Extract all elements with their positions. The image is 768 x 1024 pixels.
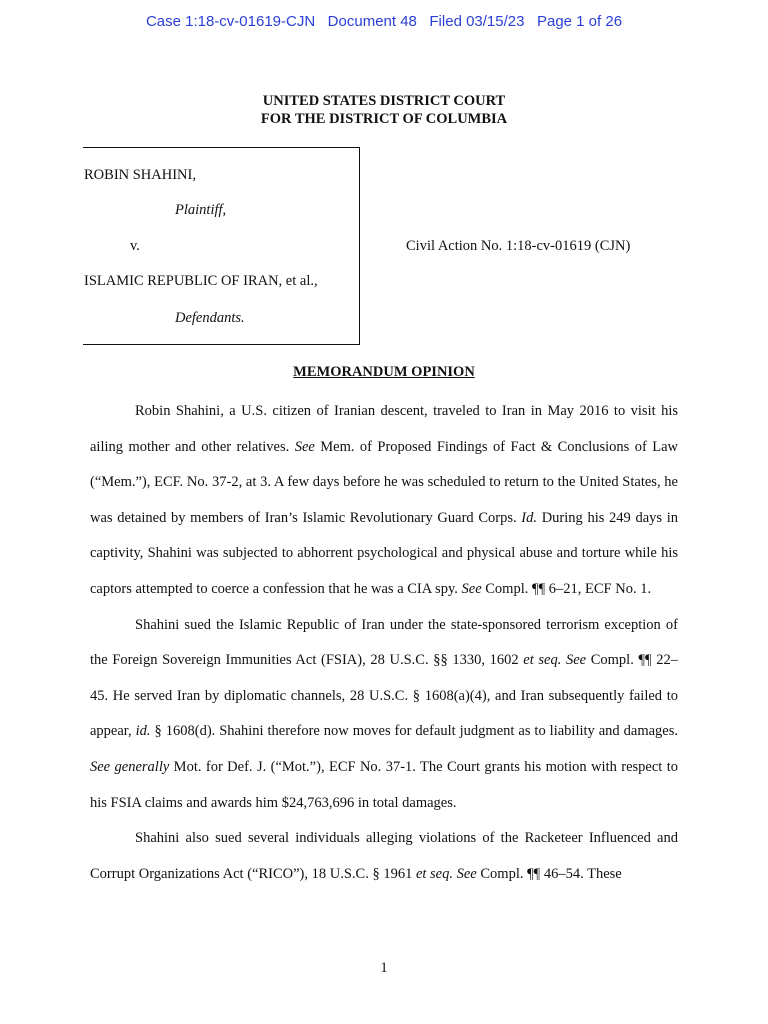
ecf-filing-header: Case 1:18-cv-01619-CJN Document 48 Filed 03/15/23 Page 1 of 26 xyxy=(145,13,623,30)
document-title: MEMORANDUM OPINION xyxy=(293,364,475,380)
paragraph: Shahini also sued several individuals alleging violations of the Racketeer Influenced and Corrupt Organizations Act (“RICO”), 18 U.S.C. § 1961 et seq. See Compl. ¶¶ 46–54. These xyxy=(90,830,678,882)
opinion-body xyxy=(90,394,678,892)
versus-label: v. xyxy=(130,238,140,254)
paragraph: Robin Shahini, a U.S. citizen of Iranian descent, traveled to Iran in May 2016 to visit his ailing mother and other relatives. See Mem. of Proposed Findings of Fact & Conclusions of Law (“Mem.”), ECF. No. 37-2, at 3. A few days before he was scheduled to return to the United States, he was detained by members of Iran’s Islamic Revolutionary Guard Corps. Id. During his 249 days in captivity, Shahini was subjected to abhorrent psychological and physical abuse and torture while his captors attempted to coerce a confession that he was a CIA spy. See Compl. ¶¶ 6–21, ECF No. 1. xyxy=(90,403,678,597)
paragraph: Shahini sued the Islamic Republic of Iran under the state-sponsored terrorism exception of the Foreign Sovereign Immunities Act (FSIA), 28 U.S.C. §§ 1330, 1602 et seq. See Compl. ¶¶ 22–45. He served Iran by diplomatic channels, 28 U.S.C. § 1608(a)(4), and Iran subsequently failed to appear, id. § 1608(d). Shahini therefore now moves for default judgment as to liability and damages. See generally Mot. for Def. J. (“Mot.”), ECF No. 37-1. The Court grants his motion with respect to his FSIA claims and awards him $24,763,696 in total damages. xyxy=(90,616,679,811)
plaintiff-role: Plaintiff, xyxy=(175,202,227,218)
court-name-line: UNITED STATES DISTRICT COURT xyxy=(262,93,506,109)
plaintiff-name: ROBIN SHAHINI, xyxy=(84,167,196,183)
court-heading xyxy=(0,92,768,128)
civil-action-number: Civil Action No. 1:18-cv-01619 (CJN) xyxy=(406,238,631,254)
defendant-name: ISLAMIC REPUBLIC OF IRAN, et al., xyxy=(84,273,318,289)
page-number: 1 xyxy=(380,960,388,976)
court-district-line: FOR THE DISTRICT OF COLUMBIA xyxy=(260,111,508,127)
defendant-role: Defendants. xyxy=(175,310,245,326)
